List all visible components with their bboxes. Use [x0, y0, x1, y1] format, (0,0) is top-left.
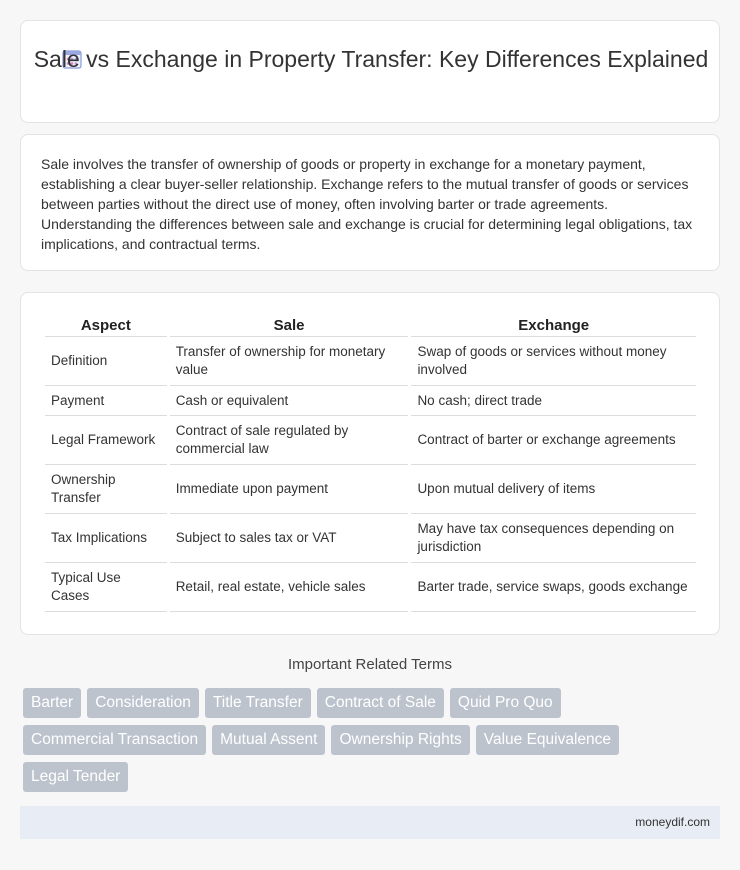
cell-aspect: Legal Framework: [45, 416, 167, 465]
intro-card: [20, 134, 720, 271]
tag-barter[interactable]: Barter: [23, 688, 81, 718]
cell-sale: Subject to sales tax or VAT: [170, 514, 409, 563]
header-exchange: Exchange: [411, 317, 696, 337]
cell-aspect: Definition: [45, 337, 167, 386]
comparison-card: [20, 292, 720, 635]
cell-aspect: Payment: [45, 386, 167, 416]
tag-ownership-rights[interactable]: Ownership Rights: [331, 725, 469, 755]
cell-sale: Retail, real estate, vehicle sales: [170, 563, 409, 612]
table-row: [45, 337, 696, 386]
table-row: [45, 563, 696, 612]
table-header-row: [45, 317, 696, 337]
cell-sale: Cash or equivalent: [170, 386, 409, 416]
cell-sale: Contract of sale regulated by commercial law: [170, 416, 409, 465]
cell-aspect: Typical Use Cases: [45, 563, 167, 612]
related-terms-list: [23, 688, 723, 792]
tag-quid-pro-quo[interactable]: Quid Pro Quo: [450, 688, 561, 718]
page-title: Sale vs Exchange in Property Transfer: Key Differences Explained: [33, 46, 709, 72]
cell-exchange: Barter trade, service swaps, goods exchange: [411, 563, 696, 612]
table-row: [45, 386, 696, 416]
cell-exchange: No cash; direct trade: [411, 386, 696, 416]
cell-exchange: Swap of goods or services without money involved: [411, 337, 696, 386]
tag-value-equivalence[interactable]: Value Equivalence: [476, 725, 619, 755]
table-row: [45, 514, 696, 563]
intro-paragraph: Sale involves the transfer of ownership of goods or property in exchange for a monetary payment, establishing a clear buyer-seller relationship. Exchange refers to the mutual transfer of goods or services between parties without the direct use of money, often involving barter or trade agreements. Understanding the differences between sale and exchange is crucial for determining legal obligations, tax implications, and contractual terms.: [41, 156, 693, 252]
cell-exchange: Upon mutual delivery of items: [411, 465, 696, 514]
cell-exchange: May have tax consequences depending on jurisdiction: [411, 514, 696, 563]
cell-exchange: Contract of barter or exchange agreements: [411, 416, 696, 465]
cell-aspect: Ownership Transfer: [45, 465, 167, 514]
tag-title-transfer[interactable]: Title Transfer: [205, 688, 311, 718]
header-card: [20, 20, 720, 123]
table-row: [45, 416, 696, 465]
related-terms-title: Important Related Terms: [288, 656, 452, 673]
footer-site-link[interactable]: moneydif.com: [635, 815, 710, 829]
header-sale: Sale: [170, 317, 409, 337]
tag-consideration[interactable]: Consideration: [87, 688, 199, 718]
cell-sale: Transfer of ownership for monetary value: [170, 337, 409, 386]
table-row: [45, 465, 696, 514]
tag-legal-tender[interactable]: Legal Tender: [23, 762, 128, 792]
footer: [20, 806, 720, 839]
tag-contract-of-sale[interactable]: Contract of Sale: [317, 688, 444, 718]
header-aspect: Aspect: [45, 317, 167, 337]
comparison-table: [42, 317, 699, 612]
tag-mutual-assent[interactable]: Mutual Assent: [212, 725, 325, 755]
cell-aspect: Tax Implications: [45, 514, 167, 563]
tag-commercial-transaction[interactable]: Commercial Transaction: [23, 725, 206, 755]
cell-sale: Immediate upon payment: [170, 465, 409, 514]
